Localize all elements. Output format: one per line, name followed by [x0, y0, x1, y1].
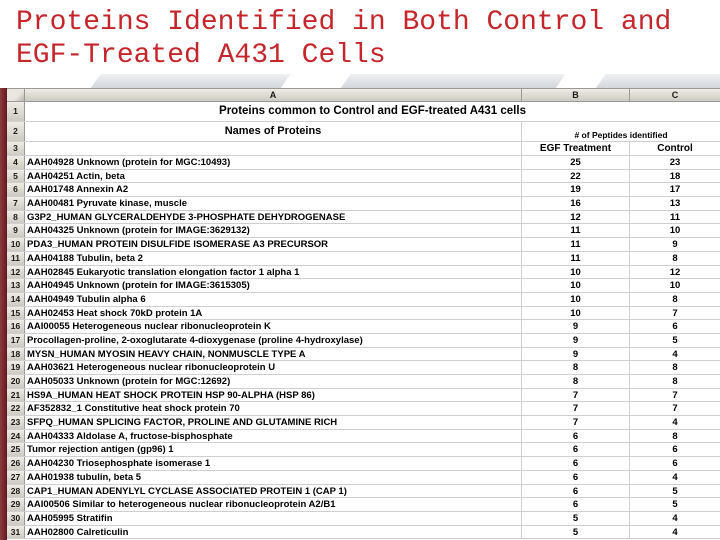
row-number-cell: 16	[7, 320, 25, 333]
control-count-cell: 5	[672, 485, 678, 497]
spreadsheet	[7, 88, 720, 540]
table-row	[7, 307, 720, 321]
table-row	[7, 334, 720, 348]
row-number-cell: 31	[7, 526, 25, 539]
control-count-cell: 8	[672, 362, 678, 374]
row-number-cell: 18	[7, 348, 25, 361]
row-number-cell: 26	[7, 457, 25, 470]
egf-count-cell: 6	[522, 430, 630, 443]
control-count-cell: 18	[669, 170, 681, 182]
protein-name-cell: AAH04928 Unknown (protein for MGC:10493)	[25, 156, 522, 169]
table-row	[7, 348, 720, 362]
egf-count-cell: 11	[522, 238, 630, 251]
control-count-cell: 17	[669, 184, 681, 196]
control-count-cell: 4	[672, 512, 678, 524]
sheet-body	[7, 156, 720, 539]
row-number-cell: 24	[7, 430, 25, 443]
table-title-row	[7, 102, 720, 122]
table-title-cell: Proteins common to Control and EGF-treated A431 cells	[219, 105, 526, 117]
egf-count-cell: 10	[522, 279, 630, 292]
row-number-cell: 29	[7, 498, 25, 511]
egf-count-cell: 10	[522, 307, 630, 320]
protein-name-cell: PDA3_HUMAN PROTEIN DISULFIDE ISOMERASE A3 PRECURSOR	[25, 238, 522, 251]
table-row	[7, 266, 720, 280]
names-of-proteins-header: Names of Proteins	[25, 122, 522, 141]
table-row	[7, 471, 720, 485]
control-count-cell: 11	[669, 211, 681, 223]
table-row	[7, 279, 720, 293]
table-row	[7, 402, 720, 416]
control-count-cell: 8	[672, 293, 678, 305]
egf-count-cell: 12	[522, 211, 630, 224]
table-row	[7, 170, 720, 184]
egf-count-cell: 8	[522, 375, 630, 388]
table-row	[7, 457, 720, 471]
table-row	[7, 485, 720, 499]
protein-name-cell: AAH05033 Unknown (protein for MGC:12692)	[25, 375, 522, 388]
egf-count-cell: 6	[522, 498, 630, 511]
control-count-cell: 7	[672, 307, 678, 319]
column-label-row	[7, 142, 720, 156]
row-number-cell: 8	[7, 211, 25, 224]
table-row	[7, 430, 720, 444]
protein-name-cell: AAH05995 Stratifin	[25, 512, 522, 525]
egf-count-cell: 6	[522, 457, 630, 470]
table-row	[7, 252, 720, 266]
row-number-cell: 27	[7, 471, 25, 484]
row-number-cell: 23	[7, 416, 25, 429]
subheader-row	[7, 122, 720, 142]
protein-name-cell: AAI00055 Heterogeneous nuclear ribonucleoprotein K	[25, 320, 522, 333]
accent-bar	[0, 88, 7, 540]
row-number-cell: 17	[7, 334, 25, 347]
column-letter-c: C	[671, 90, 679, 100]
control-count-cell: 6	[672, 321, 678, 333]
egf-count-cell: 10	[522, 266, 630, 279]
slide-title-line-1: Proteins Identified in Both Control and	[16, 7, 672, 38]
row-number-cell: 5	[7, 170, 25, 183]
egf-count-cell: 10	[522, 293, 630, 306]
control-count-cell: 10	[669, 280, 681, 292]
control-count-cell: 5	[672, 334, 678, 346]
protein-name-cell: Tumor rejection antigen (gp96) 1	[25, 443, 522, 456]
protein-name-cell: HS9A_HUMAN HEAT SHOCK PROTEIN HSP 90-ALPHA (HSP 86)	[25, 389, 522, 402]
control-count-cell: 4	[672, 526, 678, 538]
row-number-cell: 12	[7, 266, 25, 279]
table-row	[7, 416, 720, 430]
protein-name-cell: AAH03621 Heterogeneous nuclear ribonucleoprotein U	[25, 361, 522, 374]
column-letter-b: B	[522, 89, 630, 101]
control-count-cell: 12	[669, 266, 681, 278]
egf-count-cell: 6	[522, 443, 630, 456]
control-count-cell: 8	[672, 430, 678, 442]
protein-name-cell: AAH04333 Aldolase A, fructose-bisphosphate	[25, 430, 522, 443]
egf-count-cell: 16	[522, 197, 630, 210]
egf-count-cell: 5	[522, 526, 630, 539]
table-row	[7, 156, 720, 170]
protein-name-cell: AAH02453 Heat shock 70kD protein 1A	[25, 307, 522, 320]
protein-name-cell: AAI00506 Similar to heterogeneous nuclear ribonucleoprotein A2/B1	[25, 498, 522, 511]
row-number-cell: 28	[7, 485, 25, 498]
egf-count-cell: 8	[522, 361, 630, 374]
protein-name-cell: AAH02800 Calreticulin	[25, 526, 522, 539]
control-header: Control	[657, 143, 693, 154]
row-number-cell: 22	[7, 402, 25, 415]
row-number-cell: 20	[7, 375, 25, 388]
egf-count-cell: 25	[522, 156, 630, 169]
egf-count-cell: 9	[522, 320, 630, 333]
protein-name-cell: AAH04949 Tubulin alpha 6	[25, 293, 522, 306]
table-row	[7, 526, 720, 540]
protein-name-cell: AAH04251 Actin, beta	[25, 170, 522, 183]
protein-name-cell: AAH02845 Eukaryotic translation elongation factor 1 alpha 1	[25, 266, 522, 279]
protein-name-cell: AAH04325 Unknown (protein for IMAGE:3629132)	[25, 224, 522, 237]
select-all-corner	[7, 89, 25, 101]
row-number-cell: 6	[7, 183, 25, 196]
egf-count-cell: 19	[522, 183, 630, 196]
egf-count-cell: 9	[522, 348, 630, 361]
table-row	[7, 389, 720, 403]
slide-title-line-2: EGF-Treated A431 Cells	[16, 40, 386, 72]
protein-name-cell: AF352832_1 Constitutive heat shock protein 70	[25, 402, 522, 415]
protein-name-cell: G3P2_HUMAN GLYCERALDEHYDE 3-PHOSPHATE DEHYDROGENASE	[25, 211, 522, 224]
control-count-cell: 4	[672, 471, 678, 483]
table-row	[7, 293, 720, 307]
protein-name-cell: AAH01938 tubulin, beta 5	[25, 471, 522, 484]
protein-name-cell: AAH04230 Triosephosphate isomerase 1	[25, 457, 522, 470]
egf-count-cell: 9	[522, 334, 630, 347]
row-number-cell: 9	[7, 224, 25, 237]
row-number-cell: 4	[7, 156, 25, 169]
egf-count-cell: 5	[522, 512, 630, 525]
control-count-cell: 13	[669, 198, 681, 210]
row-number-cell: 19	[7, 361, 25, 374]
column-header-row	[7, 89, 720, 102]
empty-cell	[25, 142, 522, 155]
table-row	[7, 238, 720, 252]
egf-count-cell: 11	[522, 252, 630, 265]
row-number-cell: 2	[7, 122, 25, 141]
control-count-cell: 6	[672, 458, 678, 470]
table-row	[7, 197, 720, 211]
table-row	[7, 320, 720, 334]
row-number-cell: 13	[7, 279, 25, 292]
row-number-cell: 3	[7, 142, 25, 155]
protein-name-cell: MYSN_HUMAN MYOSIN HEAVY CHAIN, NONMUSCLE TYPE A	[25, 348, 522, 361]
row-number-cell: 30	[7, 512, 25, 525]
egf-count-cell: 7	[522, 416, 630, 429]
protein-name-cell: CAP1_HUMAN ADENYLYL CYCLASE ASSOCIATED PROTEIN 1 (CAP 1)	[25, 485, 522, 498]
control-count-cell: 5	[672, 499, 678, 511]
table-row	[7, 183, 720, 197]
row-number-cell: 7	[7, 197, 25, 210]
control-count-cell: 4	[672, 417, 678, 429]
row-number-cell: 11	[7, 252, 25, 265]
peptides-identified-header: # of Peptides identified	[574, 130, 668, 140]
control-count-cell: 9	[672, 239, 678, 251]
table-row	[7, 361, 720, 375]
egf-treatment-header: EGF Treatment	[522, 142, 630, 155]
protein-name-cell: SFPQ_HUMAN SPLICING FACTOR, PROLINE AND GLUTAMINE RICH	[25, 416, 522, 429]
row-number-cell: 14	[7, 293, 25, 306]
table-row	[7, 224, 720, 238]
egf-count-cell: 22	[522, 170, 630, 183]
control-count-cell: 7	[672, 403, 678, 415]
egf-count-cell: 6	[522, 485, 630, 498]
row-number-cell: 21	[7, 389, 25, 402]
protein-name-cell: AAH04945 Unknown (protein for IMAGE:3615305)	[25, 279, 522, 292]
protein-name-cell: AAH01748 Annexin A2	[25, 183, 522, 196]
egf-count-cell: 6	[522, 471, 630, 484]
slide-title	[16, 6, 671, 72]
protein-name-cell: Procollagen-proline, 2-oxoglutarate 4-dioxygenase (proline 4-hydroxylase)	[25, 334, 522, 347]
table-row	[7, 375, 720, 389]
egf-count-cell: 11	[522, 224, 630, 237]
row-number-cell: 15	[7, 307, 25, 320]
table-row	[7, 512, 720, 526]
table-row	[7, 443, 720, 457]
protein-name-cell: AAH04188 Tubulin, beta 2	[25, 252, 522, 265]
table-row	[7, 211, 720, 225]
row-number-cell: 25	[7, 443, 25, 456]
control-count-cell: 4	[672, 348, 678, 360]
table-row	[7, 498, 720, 512]
control-count-cell: 8	[672, 252, 678, 264]
row-number-cell: 1	[7, 102, 25, 121]
control-count-cell: 10	[669, 225, 681, 237]
row-number-cell: 10	[7, 238, 25, 251]
control-count-cell: 8	[672, 376, 678, 387]
protein-name-cell: AAH00481 Pyruvate kinase, muscle	[25, 197, 522, 210]
control-count-cell: 6	[672, 444, 678, 456]
control-count-cell: 23	[669, 157, 681, 168]
egf-count-cell: 7	[522, 402, 630, 415]
column-letter-a: A	[25, 89, 522, 101]
egf-count-cell: 7	[522, 389, 630, 402]
control-count-cell: 7	[672, 389, 678, 401]
